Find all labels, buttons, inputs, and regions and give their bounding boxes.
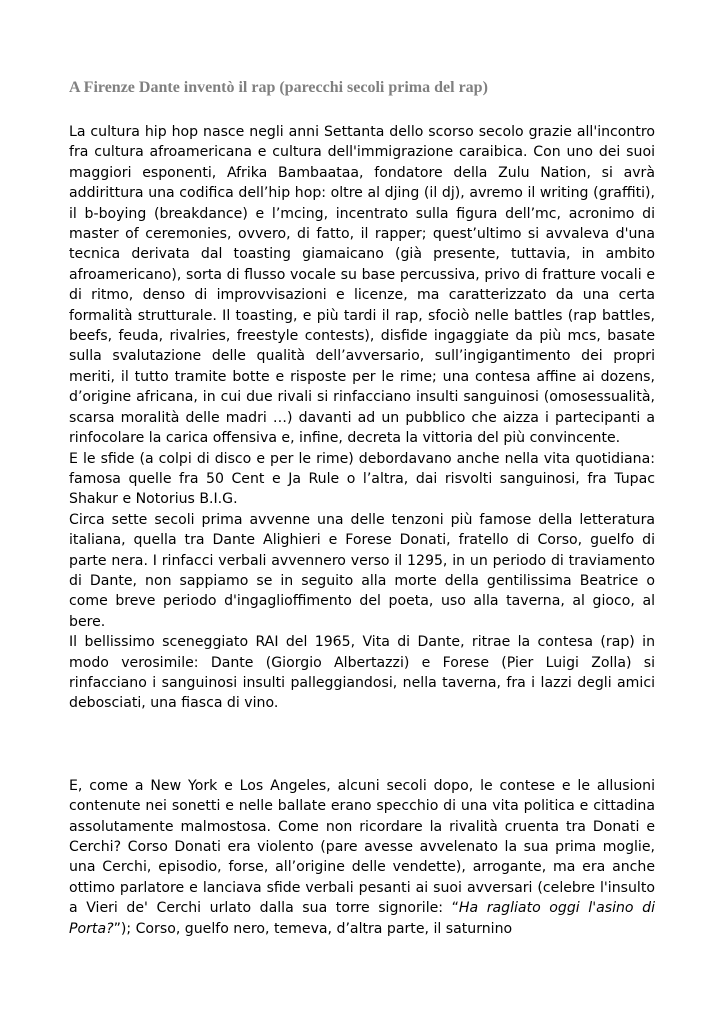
- paragraph-text-after-quote: ”); Corso, guelfo nero, temeva, d’altra parte, il saturnino: [113, 920, 513, 937]
- document-title: A Firenze Dante inventò il rap (parecchi secoli prima del rap): [69, 79, 488, 96]
- paragraph-rai-1965: Il bellissimo sceneggiato RAI del 1965, Vita di Dante, ritrae la contesa (rap) in modo verosimile: Dante (Giorgio Albertazzi) e Forese (Pier Luigi Zolla) si rinfacciano i sanguinosi insulti palleggiandosi, nella taverna, fra i lazzi degli amici debosciati, una fiasca di vino.: [69, 634, 655, 712]
- quoted-insult: Ha ragliato oggi l'asino di Porta?: [69, 900, 655, 937]
- paragraph-text-before-quote: E, come a New York e Los Angeles, alcuni secoli dopo, le contese e le allusioni contenute nei sonetti e nelle ballate erano specchio di una vita politica e cittadina assolutamente malmostosa. Come non ricordare la rivalità cruenta tra Donati e Cerchi? Corso Donati era violento (pare avesse avvelenato la sua prima moglie, una Cerchi, episodio, forse, all’origine delle vendette), arrogante, ma era anche ottimo parlatore e lanciava sfide verbali pesanti ai suoi avversari (celebre l'insulto a Vieri de' Cerchi urlato dalla sua torre signorile: “: [69, 777, 655, 917]
- document-page: [69, 78, 655, 939]
- paragraph-hip-hop-origins: La cultura hip hop nasce negli anni Settanta dello scorso secolo grazie all'incontro fra cultura afroamericana e cultura dell'immigrazione caraibica. Con uno dei suoi maggiori esponenti, Afrika Bambaataa, fondatore della Zulu Nation, si avrà addirittura una codifica dell’hip hop: oltre al djing (il dj), avremo il writing (graffiti), il b-boying (breakdance) e l’mcing, incentrato sulla figura dell’mc, acronimo di master of ceremonies, ovvero, di fatto, il rapper; quest’ultimo si avvaleva d'una tecnica derivata dal toasting giamaicano (già presente, tuttavia, in ambito afroamericano), sorta di flusso vocale su base percussiva, privo di fratture vocali e di ritmo, denso di improvvisazioni e licenze, ma caratterizzato da una certa formalità strutturale. Il toasting, e più tardi il rap, sfociò nelle battles (rap battles, beefs, feuda, rivalries, freestyle contests), disfide ingaggiate da più mcs, basate sulla svalutazione delle qualità dell’avversario, sull’ingigantimento dei propri meriti, il tutto tramite botte e risposte per le rime; una contesa affine ai dozens, d’origine africana, in cui due rivali si rinfacciano insulti sanguinosi (omosessualità, scarsa moralità delle madri …) davanti ad un pubblico che aizza i partecipanti a rinfocolare la carica offensiva e, infine, decreta la vittoria del più convincente.: [69, 124, 655, 447]
- paragraph-gap: [69, 714, 655, 776]
- paragraph-rap-feuds: E le sfide (a colpi di disco e per le rime) debordavano anche nella vita quotidiana: famosa quelle fra 50 Cent e Ja Rule o l’altra, dai risvolti sanguinosi, fra Tupac Shakur e Notorius B.I.G.: [69, 450, 655, 508]
- paragraph-dante-forese: Circa sette secoli prima avvenne una delle tenzoni più famose della letteratura italiana, quella tra Dante Alighieri e Forese Donati, fratello di Corso, guelfo di parte nera. I rinfacci verbali avvennero verso il 1295, in un periodo di traviamento di Dante, non sappiamo se in seguito alla morte della gentilissima Beatrice o come breve periodo d'ingaglioffimento del poeta, uso alla taverna, al gioco, al bere.: [69, 511, 655, 630]
- paragraph-donati-cerchi: [69, 776, 655, 939]
